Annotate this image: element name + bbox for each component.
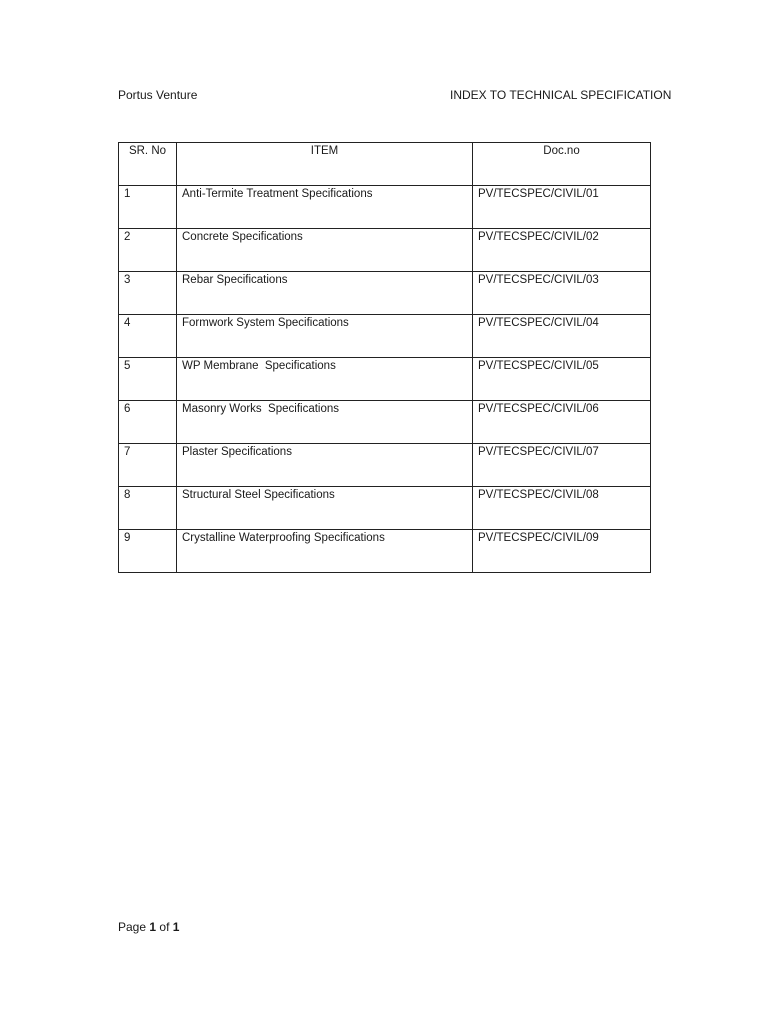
cell-doc-no: PV/TECSPEC/CIVIL/01 (473, 186, 651, 229)
cell-sr-no: 8 (119, 487, 177, 530)
cell-doc-no: PV/TECSPEC/CIVIL/04 (473, 315, 651, 358)
page-number-footer (118, 920, 179, 934)
table-row (119, 530, 651, 573)
cell-doc-no: PV/TECSPEC/CIVIL/08 (473, 487, 651, 530)
column-header-sr-no: SR. No (119, 143, 177, 186)
table-row (119, 358, 651, 401)
table-row (119, 315, 651, 358)
page-label: Page (118, 920, 147, 934)
cell-sr-no: 5 (119, 358, 177, 401)
company-name: Portus Venture (118, 88, 198, 102)
cell-sr-no: 2 (119, 229, 177, 272)
table-row (119, 401, 651, 444)
table-row (119, 272, 651, 315)
column-header-doc-no: Doc.no (473, 143, 651, 186)
cell-item: Concrete Specifications (177, 229, 473, 272)
table-row (119, 444, 651, 487)
cell-sr-no: 1 (119, 186, 177, 229)
column-header-item: ITEM (177, 143, 473, 186)
cell-item: Anti-Termite Treatment Specifications (177, 186, 473, 229)
cell-doc-no: PV/TECSPEC/CIVIL/06 (473, 401, 651, 444)
cell-doc-no: PV/TECSPEC/CIVIL/07 (473, 444, 651, 487)
cell-item: Formwork System Specifications (177, 315, 473, 358)
cell-doc-no: PV/TECSPEC/CIVIL/03 (473, 272, 651, 315)
cell-sr-no: 3 (119, 272, 177, 315)
cell-item: Masonry Works Specifications (177, 401, 473, 444)
document-title: INDEX TO TECHNICAL SPECIFICATION (450, 88, 672, 102)
cell-sr-no: 6 (119, 401, 177, 444)
cell-doc-no: PV/TECSPEC/CIVIL/09 (473, 530, 651, 573)
cell-doc-no: PV/TECSPEC/CIVIL/02 (473, 229, 651, 272)
total-page-count: 1 (172, 920, 180, 934)
cell-item: Structural Steel Specifications (177, 487, 473, 530)
table-row (119, 229, 651, 272)
specification-index-table (118, 142, 651, 573)
cell-sr-no: 4 (119, 315, 177, 358)
cell-item: WP Membrane Specifications (177, 358, 473, 401)
table-row (119, 487, 651, 530)
table-header-row (119, 143, 651, 186)
table-row (119, 186, 651, 229)
cell-doc-no: PV/TECSPEC/CIVIL/05 (473, 358, 651, 401)
page-of-label: of (159, 920, 170, 934)
current-page-number: 1 (149, 920, 157, 934)
cell-sr-no: 7 (119, 444, 177, 487)
cell-item: Plaster Specifications (177, 444, 473, 487)
cell-item: Crystalline Waterproofing Specifications (177, 530, 473, 573)
cell-sr-no: 9 (119, 530, 177, 573)
cell-item: Rebar Specifications (177, 272, 473, 315)
